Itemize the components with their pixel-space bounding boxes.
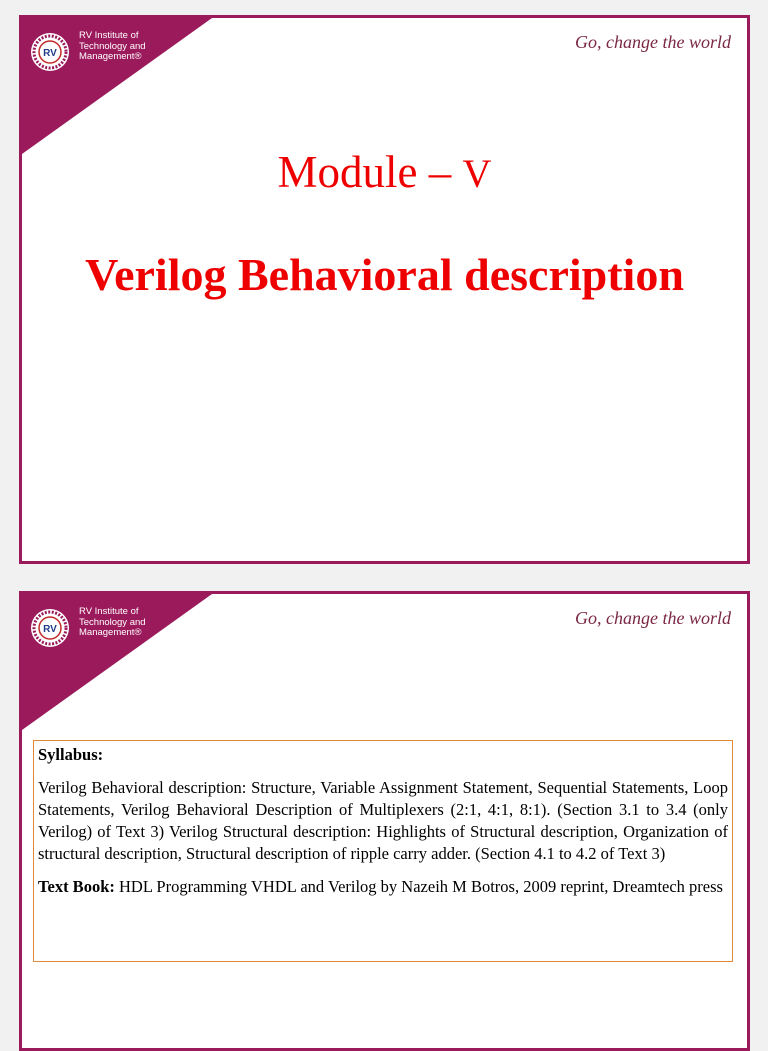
- module-prefix: Module –: [277, 147, 452, 197]
- syllabus-box: [33, 740, 733, 962]
- syllabus-slide: [19, 591, 750, 1051]
- textbook-label: Text Book:: [38, 877, 115, 896]
- title-slide: [19, 15, 750, 564]
- institute-name-line: RV Institute of: [79, 30, 139, 41]
- module-heading: [22, 146, 747, 198]
- institute-name-line: Technology and: [79, 616, 146, 628]
- institute-name-line: Management®: [79, 51, 142, 62]
- syllabus-heading: Syllabus:: [38, 745, 104, 764]
- institute-name-line: Management®: [79, 627, 142, 638]
- institute-name: [79, 31, 146, 63]
- textbook-reference: [38, 876, 728, 898]
- tagline: Go, change the world: [575, 608, 731, 628]
- institute-name: [79, 607, 146, 639]
- institute-seal-icon: [30, 608, 70, 648]
- textbook-text: HDL Programming VHDL and Verilog by Nazeih M Botros, 2009 reprint, Dreamtech press: [119, 877, 723, 896]
- tagline: Go, change the world: [575, 32, 731, 52]
- institute-name-line: RV Institute of: [79, 606, 139, 617]
- institute-seal-icon: [30, 32, 70, 72]
- syllabus-body: Verilog Behavioral description: Structure, Variable Assignment Statement, Sequential Statements, Loop Statements, Verilog Behavioral Description of Multiplexers (2:1, 4:1, 8:1). (Section 3.1 to 3.4 (only Verilog) of Text 3) Verilog Structural description: Highlights of Structural description, Organization of structural description, Structural description of ripple carry adder. (Section 4.1 to 4.2 of Text 3): [38, 778, 728, 863]
- slide-title: Verilog Behavioral description: [85, 249, 684, 300]
- module-number: V: [462, 151, 492, 196]
- svg-text:RV: RV: [43, 624, 57, 635]
- svg-text:RV: RV: [43, 48, 57, 59]
- institute-name-line: Technology and: [79, 40, 146, 52]
